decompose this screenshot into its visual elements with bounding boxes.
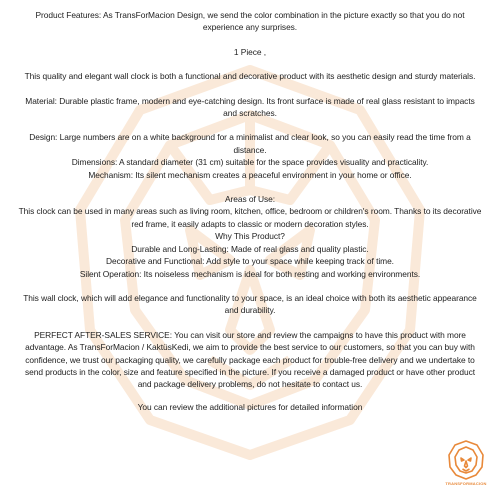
features-paragraph: Product Features: As TransForMacion Design, we send the color combination in the picture exactly so that you do not experience any surprises.	[35, 10, 465, 33]
material-paragraph: Material: Durable plastic frame, modern and eye-catching design. Its front surface is made of real glass resistant to impacts and scratches.	[25, 95, 475, 119]
after-sales-paragraph: PERFECT AFTER-SALES SERVICE: You can visit our store and review the campaigns to have this product with more advantage. As TransForMacion / KaktüsKedi, we aim to provide the best service to our customers, so that you can buy with confidence, we trust our packaging quality, we carefully package each product for trouble-free delivery and we undertake to send products in the color, size and feature specified in the picture. If you receive a damaged product or have other product and package delivery problems, do not hesitate to contact us.	[25, 329, 475, 390]
piece-line: 1 Piece ,	[233, 46, 267, 57]
intro-paragraph: This quality and elegant wall clock is both a functional and decorative product with its aesthetic design and sturdy materials.	[24, 71, 476, 82]
silent-line: Silent Operation: Its noiseless mechanism is ideal for both resting and working environments.	[79, 268, 421, 279]
areas-heading: Areas of Use:	[224, 194, 276, 205]
lion-logo-icon	[448, 440, 484, 480]
mechanism-paragraph: Mechanism: Its silent mechanism creates a peaceful environment in your home or office.	[88, 169, 412, 180]
dimensions-paragraph: Dimensions: A standard diameter (31 cm) suitable for the space provides visuality and practicality.	[71, 157, 429, 168]
review-line: You can review the additional pictures for detailed information	[137, 401, 363, 412]
decorative-line: Decorative and Functional: Add style to your space while keeping track of time.	[106, 256, 394, 267]
brand-logo	[444, 440, 488, 490]
why-heading: Why This Product?	[215, 231, 285, 242]
closing-paragraph: This wall clock, which will add elegance and functionality to your space, is an ideal choice with both its aesthetic appearance and durability.	[23, 292, 477, 316]
areas-paragraph: This clock can be used in many areas such as living room, kitchen, office, bedroom or children's room. Thanks to its decorative red frame, it easily adapts to classic or modern decoration styles.	[18, 206, 482, 229]
design-paragraph: Design: Large numbers are on a white background for a minimalist and clear look, so you can easily read the time from a distance.	[29, 132, 471, 155]
brand-name: TRANSFORMACION	[445, 481, 487, 486]
durable-line: Durable and Long-Lasting: Made of real glass and quality plastic.	[131, 243, 369, 254]
